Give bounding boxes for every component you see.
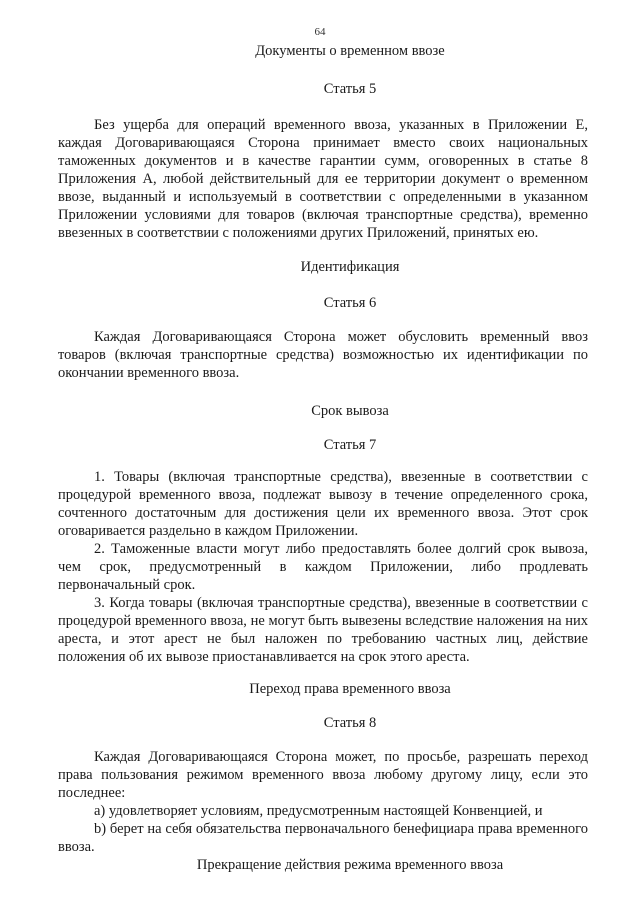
section-title-termination: Прекращение действия режима временного ввоза [196,857,504,873]
section-title-reexport-period: Срок вывоза [311,403,389,419]
article-6-heading: Статья 6 [323,295,377,311]
page-number: 64 [314,26,326,38]
article-8-paragraph-1: Каждая Договаривающаяся Сторона может, по просьбе, разрешать переход права пользования режимом временного ввоза любому другому лицу, если это последнее: [58,749,588,801]
article-8-item-a: a) удовлетворяет условиям, предусмотренным настоящей Конвенцией, и [94,803,543,819]
article-7-paragraph-1: 1. Товары (включая транспортные средства), ввезенные в соответствии с процедурой временного ввоза, подлежат вывозу в течение определенного срока, сочтенного достаточным для достижения цели их временного ввоза. Этот срок оговаривается раздельно в каждом Приложении. [58,469,588,539]
article-5-text: Без ущерба для операций временного ввоза, указанных в Приложении E, каждая Договаривающаяся Сторона принимает вместо своих национальных таможенных документов и в качестве гарантии сумм, оговоренных в статье 8 Приложения А, любой действительный для ее территории документ о временном ввозе, выданный и используемый в соответствии с определенными в указанном Приложении условиями для товаров (включая транспортные средства), временно ввезенных в соответствии с положениями других Приложений, принятых ею. [58,117,588,241]
article-8-text [58,748,588,856]
article-7-paragraph-2: 2. Таможенные власти могут либо предоставлять более долгий срок вывоза, чем срок, предусмотренный в каждом Приложении, либо продлевать первоначальный срок. [58,541,588,593]
article-5-heading: Статья 5 [323,81,377,97]
article-8-item-b: b) берет на себя обязательства первоначального бенефициара права временного ввоза. [58,821,588,855]
section-title-temporary-admission-documents: Документы о временном ввозе [255,43,445,59]
article-8-heading: Статья 8 [323,715,377,731]
section-title-transfer-of-right: Переход права временного ввоза [249,681,451,697]
article-7-paragraph-3: 3. Когда товары (включая транспортные средства), ввезенные в соответствии с процедурой временного ввоза, не могут быть вывезены вследствие наложения на них ареста, и этот арест не был наложен по требованию частных лиц, действие положения об их вывозе приостанавливается на срок этого ареста. [58,595,588,665]
article-7-heading: Статья 7 [323,437,377,453]
article-6-text: Каждая Договаривающаяся Сторона может обусловить временный ввоз товаров (включая транспортные средства) возможностью их идентификации по окончании временного ввоза. [58,329,588,381]
section-title-identification: Идентификация [300,259,400,275]
article-7-text [58,468,588,666]
